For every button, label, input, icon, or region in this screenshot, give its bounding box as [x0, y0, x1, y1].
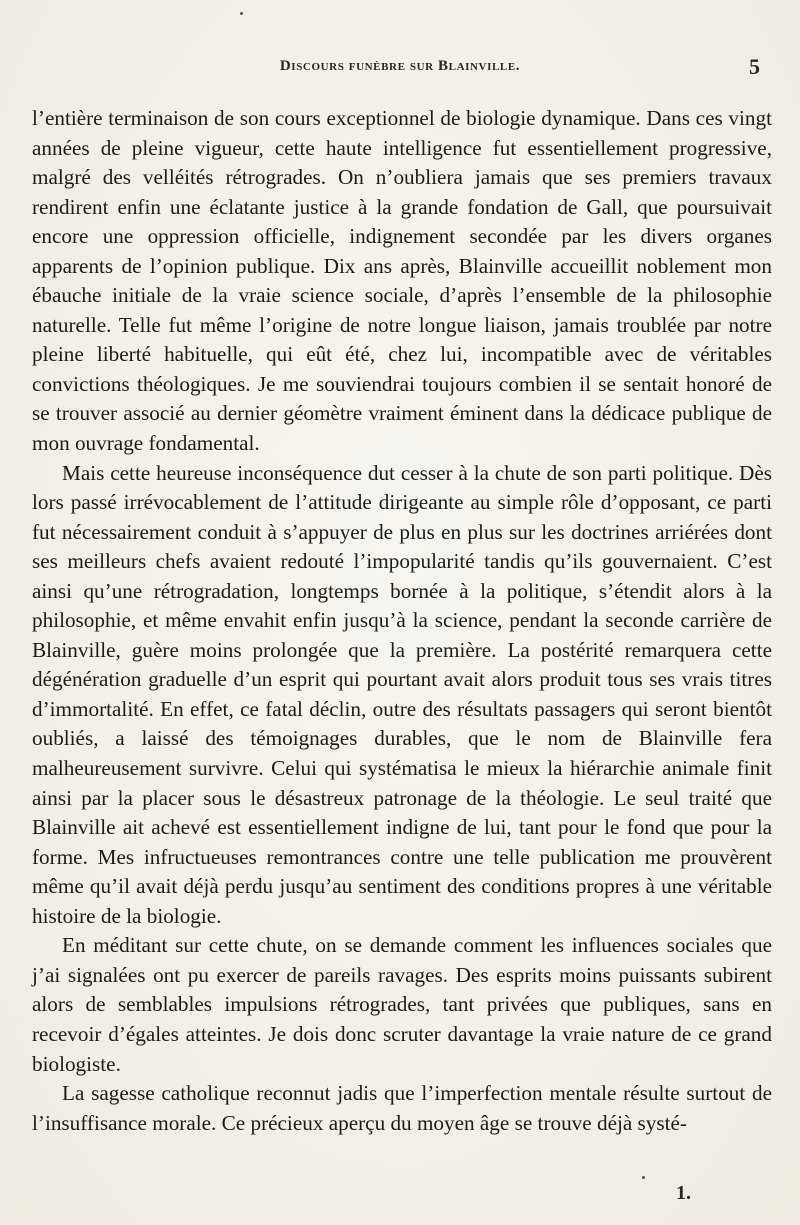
paragraph-2: Mais cette heureuse inconséquence dut cesser à la chute de son parti politique. Dès lors passé irrévocablement de l’attitude dirigeante au simple rôle d’opposant, ce parti fut nécessairement conduit à s’appuyer de plus en plus sur les doctrines arriérées dont ses meilleurs chefs avaient redouté l’impopularité tandis qu’ils gouvernaient. C’est ainsi qu’une rétrogradation, longtemps bornée à la politique, s’étendit alors à la philosophie, et même envahit enfin jusqu’à la science, pendant la seconde carrière de Blainville, guère moins prolongée que la première. La postérité remarquera cette dégénération graduelle d’un esprit qui pourtant avait alors produit tous ses vrais titres d’immortalité. En effet, ce fatal déclin, outre des résultats passagers qui seront bientôt oubliés, a laissé des témoignages durables, que le nom de Blainville fera malheureusement survivre. Celui qui systématisa le mieux la hiérarchie animale finit ainsi par la placer sous le désastreux patronage de la théologie. Le seul traité que Blainville ait achevé est essentiellement indigne de lui, tant pour le fond que pour la forme. Mes infructueuses remontrances contre une telle publication me prouvèrent même qu’il avait déjà perdu jusqu’au sentiment des conditions propres à une véritable histoire de la biologie.	[32, 460, 772, 928]
page-number: 5	[749, 54, 760, 79]
paragraph-4: La sagesse catholique reconnut jadis que l’imperfection mentale résulte surtout de l’insuffisance morale. Ce précieux aperçu du moyen âge se trouve déjà systé-	[32, 1081, 772, 1135]
body-text	[32, 104, 772, 1138]
paragraph-1: l’entière terminaison de son cours exceptionnel de biologie dynamique. Dans ces vingt années de pleine vigueur, cette haute intelligence fut essentiellement progressive, malgré des velléités rétrogrades. On n’oubliera jamais que ses premiers travaux rendirent enfin une éclatante justice à la grande fondation de Gall, que poursuivait encore une oppression officielle, indignement secondée par les divers organes apparents de l’opinion publique. Dix ans après, Blainville accueillit noblement mon ébauche initiale de la vraie science sociale, d’après l’ensemble de la philosophie naturelle. Telle fut même l’origine de notre longue liaison, jamais troublée par notre pleine liberté habituelle, qui eût été, chez lui, incompatible avec de véritables convictions théologiques. Je me souviendrai toujours combien il se sentait honoré de se trouver associé au dernier géomètre vraiment éminent dans la dédicace publique de mon ouvrage fondamental.	[32, 106, 772, 456]
ink-speck	[240, 12, 243, 15]
running-head	[32, 54, 768, 84]
running-title: Discours funèbre sur Blainville.	[279, 58, 521, 74]
signature-mark: 1.	[676, 1182, 691, 1204]
paragraph-3: En méditant sur cette chute, on se demande comment les influences sociales que j’ai signalées ont pu exercer de pareils ravages. Des esprits moins puissants subirent alors de semblables impulsions rétrogrades, tant privées que publiques, sans en recevoir d’égales atteintes. Je dois donc scruter davantage la vraie nature de ce grand biologiste.	[32, 933, 772, 1076]
ink-speck	[642, 1176, 645, 1179]
